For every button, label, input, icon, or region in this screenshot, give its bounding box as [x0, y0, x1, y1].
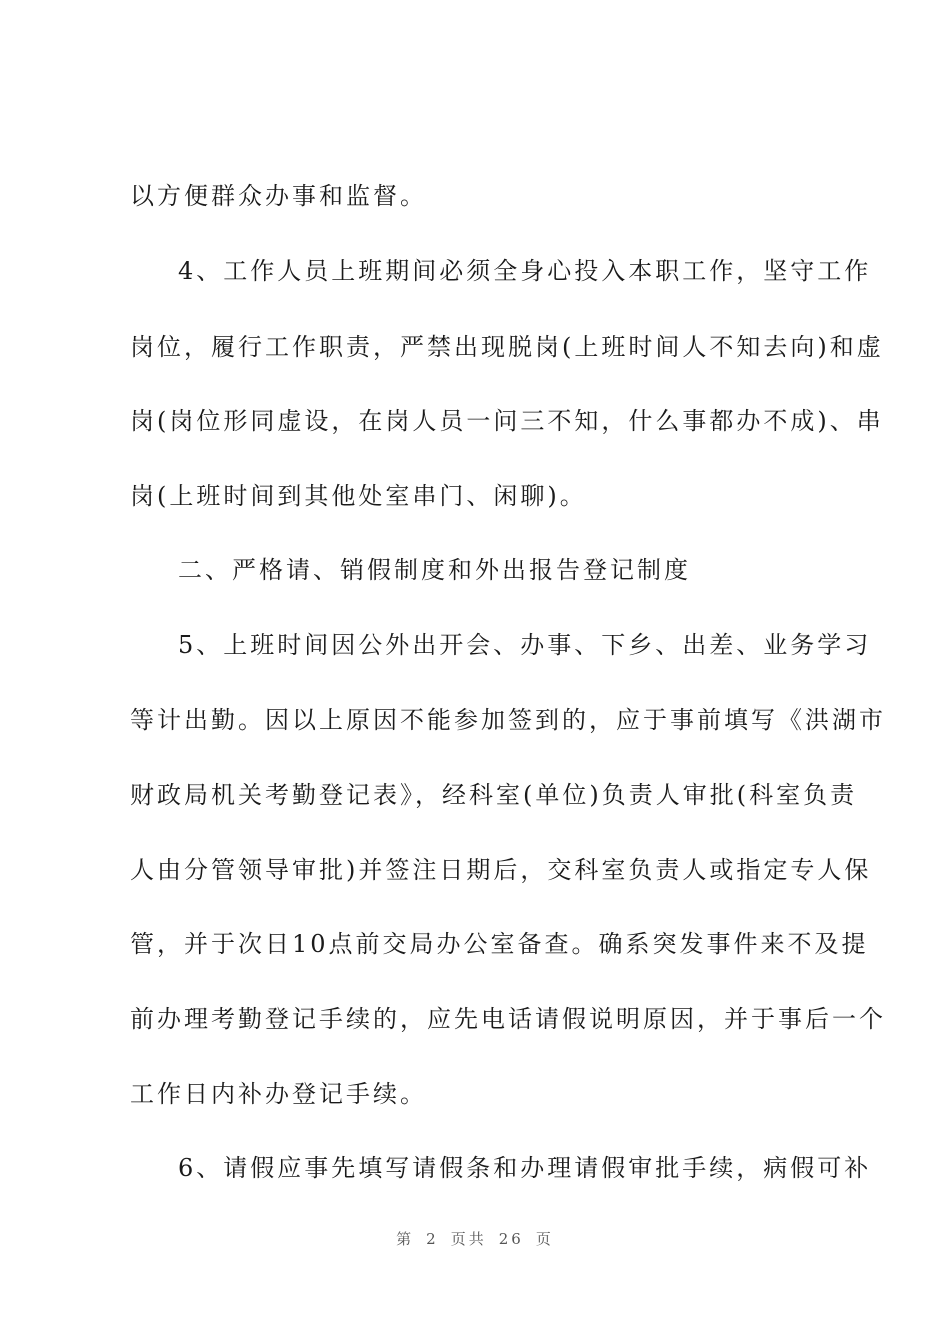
text-line-12: 前办理考勤登记手续的，应先电话请假说明原因，并于事后一个 [130, 1005, 886, 1033]
text-line-10: 人由分管领导审批)并签注日期后，交科室负责人或指定专人保 [130, 856, 872, 884]
footer-middle: 页共 [450, 1230, 487, 1248]
footer-current-page: 2 [426, 1230, 439, 1248]
text-line-8: 等计出勤。因以上原因不能参加签到的，应于事前填写《洪湖市 [130, 706, 886, 734]
text-line-1: 以方便群众办事和监督。 [130, 182, 427, 210]
footer-prefix: 第 [396, 1230, 415, 1248]
footer-total-pages: 26 [498, 1230, 524, 1248]
page-footer [0, 1228, 950, 1249]
text-line-13: 工作日内补办登记手续。 [130, 1080, 427, 1108]
text-line-11: 管，并于次日10点前交局办公室备查。确系突发事件来不及提 [130, 930, 869, 958]
footer-suffix: 页 [535, 1230, 554, 1248]
section-heading: 二、严格请、销假制度和外出报告登记制度 [178, 556, 691, 584]
text-line-4: 岗(岗位形同虚设，在岗人员一问三不知，什么事都办不成)、串 [130, 407, 884, 435]
text-line-5: 岗(上班时间到其他处室串门、闲聊)。 [130, 482, 587, 510]
text-line-14: 6、请假应事先填写请假条和办理请假审批手续，病假可补 [178, 1154, 872, 1182]
text-line-2: 4、工作人员上班期间必须全身心投入本职工作，坚守工作 [178, 257, 872, 285]
text-line-9: 财政局机关考勤登记表》，经科室(单位)负责人审批(科室负责 [130, 781, 858, 809]
text-line-3: 岗位，履行工作职责，严禁出现脱岗(上班时间人不知去向)和虚 [130, 333, 884, 361]
text-line-7: 5、上班时间因公外出开会、办事、下乡、出差、业务学习 [178, 631, 872, 659]
